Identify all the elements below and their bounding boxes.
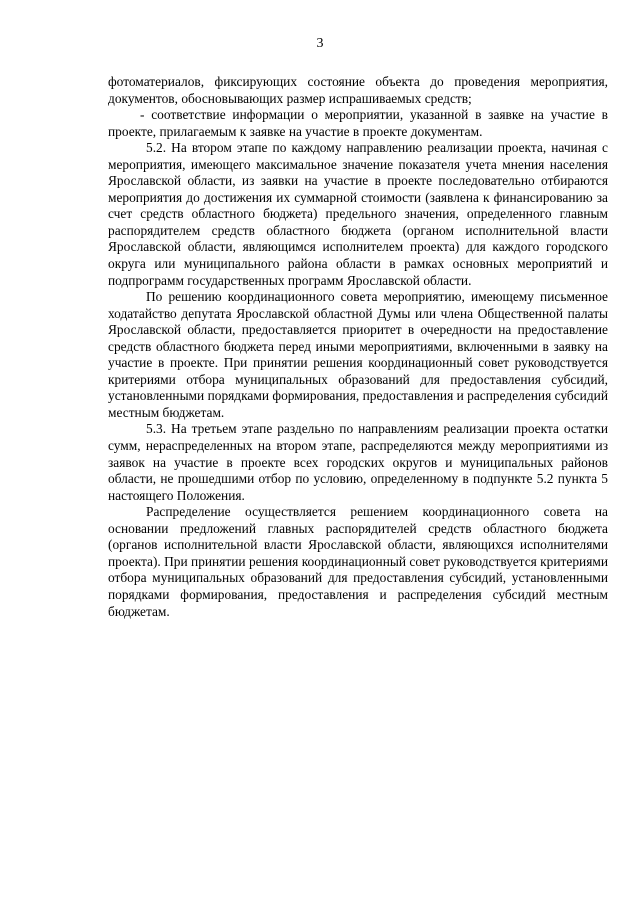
paragraph-5-3: 5.3. На третьем этапе раздельно по направлениям реализации проекта остатки сумм, нераспределенных на втором этапе, распределяются между мероприятиями из заявок на участие в проекте всех городских округов и муниципальных районов области, не прошедшими отбор по условию, определенному в подпункте 5.2 пункта 5 настоящего Положения. bbox=[108, 421, 608, 503]
paragraph-distribution: Распределение осуществляется решением координационного совета на основании предложений главных распорядителей средств областного бюджета (органов исполнительной власти Ярославской области, являющихся исполнителями проекта). При принятии решения координационный совет руководствуется критериями отбора муниципальных образований для предоставления субсидий, установленными порядками формирования, предоставления и распределения субсидий местным бюджетам. bbox=[108, 504, 608, 619]
paragraph-continuation: фотоматериалов, фиксирующих состояние объекта до проведения мероприятия, документов, обосновывающих размер испрашиваемых средств; bbox=[108, 74, 608, 106]
paragraph-list-item: - соответствие информации о мероприятии, указанной в заявке на участие в проекте, прилагаемым к заявке на участие в проекте документам. bbox=[108, 107, 608, 139]
paragraph-coordination-priority: По решению координационного совета мероприятию, имеющему письменное ходатайство депутата Ярославской областной Думы или члена Общественной палаты Ярославской области, предоставляется приоритет в очередности на предоставление средств областного бюджета перед иными мероприятиями, включенными в заявку на участие в проекте. При принятии решения координационный совет руководствуется критериями отбора муниципальных образований для предоставления субсидий, установленными порядками формирования, предоставления и распределения субсидий местным бюджетам. bbox=[108, 289, 608, 420]
document-body bbox=[108, 74, 608, 620]
page-number: 3 bbox=[316, 36, 324, 51]
paragraph-5-2: 5.2. На втором этапе по каждому направлению реализации проекта, начиная с мероприятия, имеющего максимальное значение показателя учета мнения населения Ярославской области, из заявки на участие в проекте последовательно отбираются мероприятия до достижения их суммарной стоимости (заявлена к финансированию за счет средств областного бюджета) предельного значения, определенного главным распорядителем средств областного бюджета (органом исполнительной власти Ярославской области, являющимся исполнителем проекта) для каждого городского округа или муниципального района области в рамках основных мероприятий и подпрограмм государственных программ Ярославской области. bbox=[108, 140, 608, 288]
